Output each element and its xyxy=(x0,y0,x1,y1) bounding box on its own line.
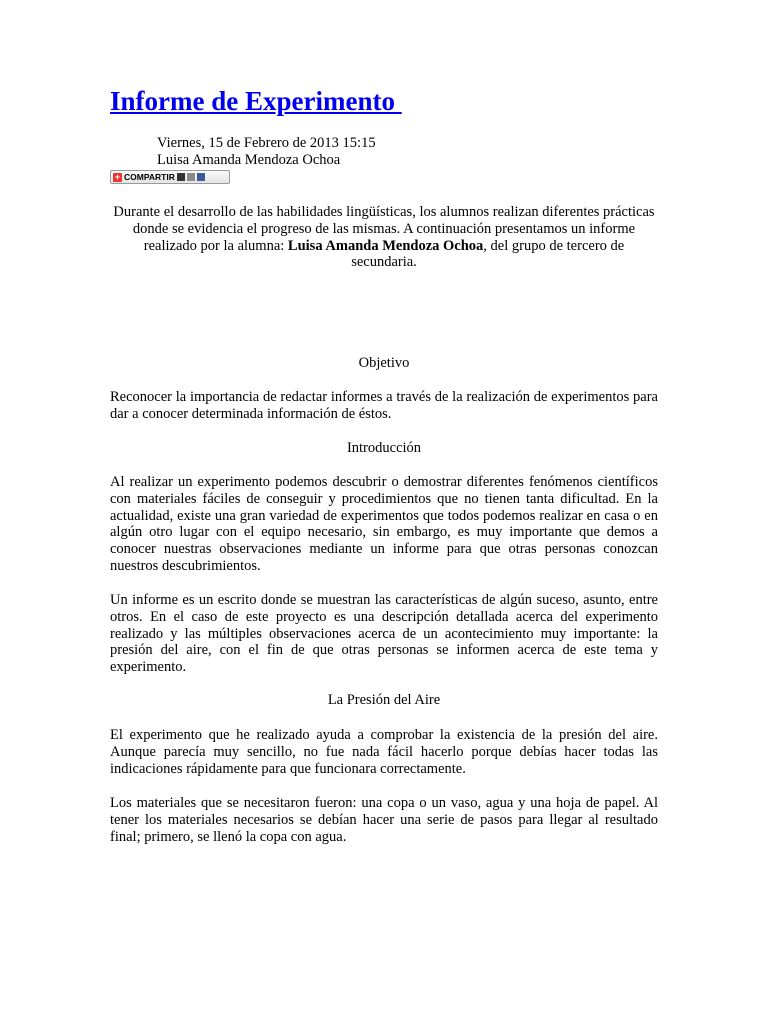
introduction-paragraph-1: Al realizar un experimento podemos descubrir o demostrar diferentes fenómenos científicos con materiales fáciles de conseguir y procedimientos que no tienen tanta dificultad. En la actualidad, existe una gran variedad de experimentos que todos podemos realizar en casa o en algún otro lugar con el equipo necesario, sin embargo, es muy importante que demos a conocer nuestras observaciones mediante un informe para que otras personas conozcan nuestros descubrimientos. xyxy=(110,474,658,574)
article-title-link[interactable]: Informe de Experimento xyxy=(110,86,402,116)
plus-icon: + xyxy=(114,171,121,182)
share-label: COMPARTIR xyxy=(124,172,175,182)
share-button[interactable] xyxy=(110,170,230,184)
facebook-icon[interactable] xyxy=(197,173,205,181)
pressure-heading: La Presión del Aire xyxy=(327,692,441,708)
intro-text: Durante el desarrollo de las habilidades lingüísticas, los alumnos realizan diferentes prácticas donde se evidencia el progreso de las mismas. A continuación presentamos un informe realizado por la alumna: xyxy=(113,204,655,254)
article-meta xyxy=(157,135,376,169)
objective-paragraph: Reconocer la importancia de redactar informes a través de la realización de experimentos para dar a conocer determinada información de éstos. xyxy=(110,389,658,422)
objective-heading: Objetivo xyxy=(358,355,410,371)
delicious-icon[interactable] xyxy=(177,173,185,181)
intro-text-end: , del grupo de tercero de secundaria. xyxy=(351,237,625,271)
article-author: Luisa Amanda Mendoza Ochoa xyxy=(157,152,341,168)
introduction-paragraph-2: Un informe es un escrito donde se muestran las características de algún suceso, asunto, entre otros. En el caso de este proyecto es una descripción detallada acerca del experimento realizado y las múltiples observaciones acerca de un acontecimiento muy importante: la presión del aire, con el fin de que otras personas se informen acerca de este tema y experimento. xyxy=(110,592,658,676)
intro-author-bold: Luisa Amanda Mendoza Ochoa xyxy=(287,237,484,254)
intro-paragraph xyxy=(110,204,658,271)
pressure-paragraph-1: El experimento que he realizado ayuda a comprobar la existencia de la presión del aire. Aunque parecía muy sencillo, no fue nada fácil hacerlo porque debías hacer todas las indicaciones rápidamente para que funcionara correctamente. xyxy=(110,727,658,777)
digg-icon[interactable] xyxy=(187,173,195,181)
introduction-heading: Introducción xyxy=(346,440,422,456)
article-date: Viernes, 15 de Febrero de 2013 15:15 xyxy=(157,135,376,151)
pressure-paragraph-2: Los materiales que se necesitaron fueron: una copa o un vaso, agua y una hoja de papel. Al tener los materiales necesarios se debían hacer una serie de pasos para llegar al resultado final; primero, se llenó la copa con agua. xyxy=(110,795,658,845)
